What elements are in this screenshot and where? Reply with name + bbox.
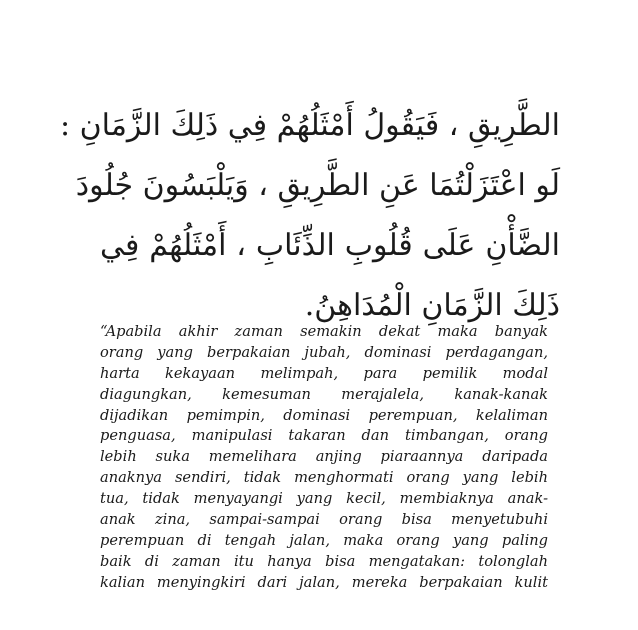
arabic-text-block: [60, 96, 560, 336]
translation-line: penguasa, manipulasi takaran dan timbangan, orang: [100, 427, 548, 445]
translation-line: orang yang berpakaian jubah, dominasi perdagangan,: [100, 343, 548, 361]
translation-line: harta kekayaan melimpah, para pemilik modal: [100, 364, 548, 382]
translation-line: anaknya sendiri, tidak menghormati orang yang lebih: [100, 469, 548, 487]
translation-line: perempuan di tengah jalan, maka orang yang paling: [100, 531, 548, 549]
translation-line: tua, tidak menyayangi yang kecil, membiaknya anak-: [100, 490, 548, 508]
arabic-line: لَو اعْتَزَلْتُمَا عَنِ الطَّرِيقِ ، وَيَلْبَسُونَ جُلُودَ: [75, 168, 560, 203]
translation-line: dijadikan pemimpin, dominasi perempuan, kelaliman: [100, 406, 548, 424]
translation-line: “Apabila akhir zaman semakin dekat maka banyak: [100, 323, 548, 340]
translation-line: lebih suka memelihara anjing piaraannya daripada: [100, 448, 548, 466]
translation-line: diagungkan, kemesuman merajalela, kanak-kanak: [100, 385, 548, 403]
translation-line: anak zina, sampai-sampai orang bisa menyetubuhi: [100, 511, 548, 529]
translation-line: baik di zaman itu hanya bisa mengatakan: tolonglah: [100, 552, 548, 570]
arabic-line: الطَّرِيقِ ، فَيَقُولُ أَمْثَلُهُمْ فِي ذَلِكَ الزَّمَانِ :: [60, 108, 560, 143]
arabic-line: ذَلِكَ الزَّمَانِ الْمُدَاهِنُ.: [304, 288, 560, 323]
translation-line: kalian menyingkiri dari jalan, mereka berpakaian kulit: [100, 573, 548, 591]
translation-paragraph: [100, 322, 548, 594]
arabic-line: الضَّأْنِ عَلَى قُلُوبِ الذِّئَابِ ، أَمْثَلُهُمْ فِي: [100, 228, 560, 263]
